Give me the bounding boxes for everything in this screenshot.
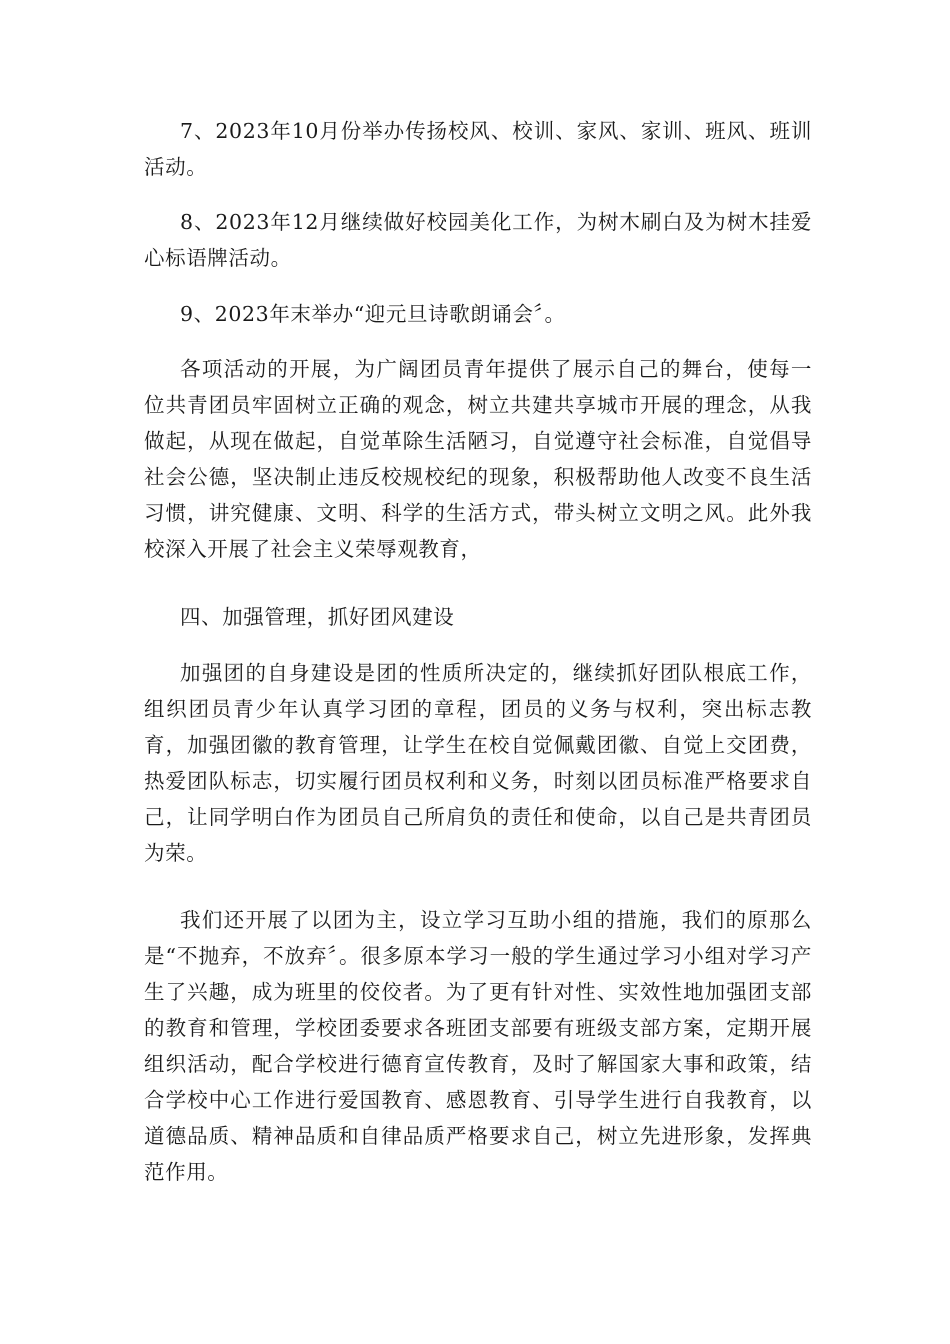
paragraph-item-7: 7、2023年10月份举办传扬校风、校训、家风、家训、班风、班训活动。: [144, 119, 812, 179]
paragraph-study-groups: 我们还开展了以团为主，设立学习互助小组的措施，我们的原那么是“不抛弃，不放弃〞。很多原本学习一般的学生通过学习小组对学习产生了兴趣，成为班里的佼佼者。为了更有针对性、实效性地加强团支部的教育和管理，学校团委要求各班团支部要有班级支部方案，定期开展组织活动，配合学校进行德育宣传教育，及时了解国家大事和政策，结合学校中心工作进行爱国教育、感恩教育、引导学生进行自我教育，以道德品质、精神品质和自律品质严格要求自己，树立先进形象，发挥典范作用。: [144, 908, 812, 1184]
section-heading-four: 四、加强管理，抓好团风建设: [180, 605, 455, 629]
paragraph-activities-summary: 各项活动的开展，为广阔团员青年提供了展示自己的舞台，使每一位共青团员牢固树立正确的观念，树立共建共享城市开展的理念，从我做起，从现在做起，自觉革除生活陋习，自觉遵守社会标准，自觉倡导社会公德，坚决制止违反校规校纪的现象，积极帮助他人改变不良生活习惯，讲究健康、文明、科学的生活方式，带头树立文明之风。此外我校深入开展了社会主义荣辱观教育，: [144, 357, 812, 561]
paragraph-self-construction: 加强团的自身建设是团的性质所决定的，继续抓好团队根底工作，组织团员青少年认真学习团的章程，团员的义务与权利，突出标志教育，加强团徽的教育管理，让学生在校自觉佩戴团徽、自觉上交团费，热爱团队标志，切实履行团员权利和义务，时刻以团员标准严格要求自己，让同学明白作为团员自己所肩负的责任和使命，以自己是共青团员为荣。: [144, 661, 812, 865]
paragraph-item-9: 9、2023年末举办“迎元旦诗歌朗诵会〞。: [180, 302, 566, 326]
paragraph-item-8: 8、2023年12月继续做好校园美化工作，为树木刷白及为树木挂爱心标语牌活动。: [144, 210, 812, 270]
